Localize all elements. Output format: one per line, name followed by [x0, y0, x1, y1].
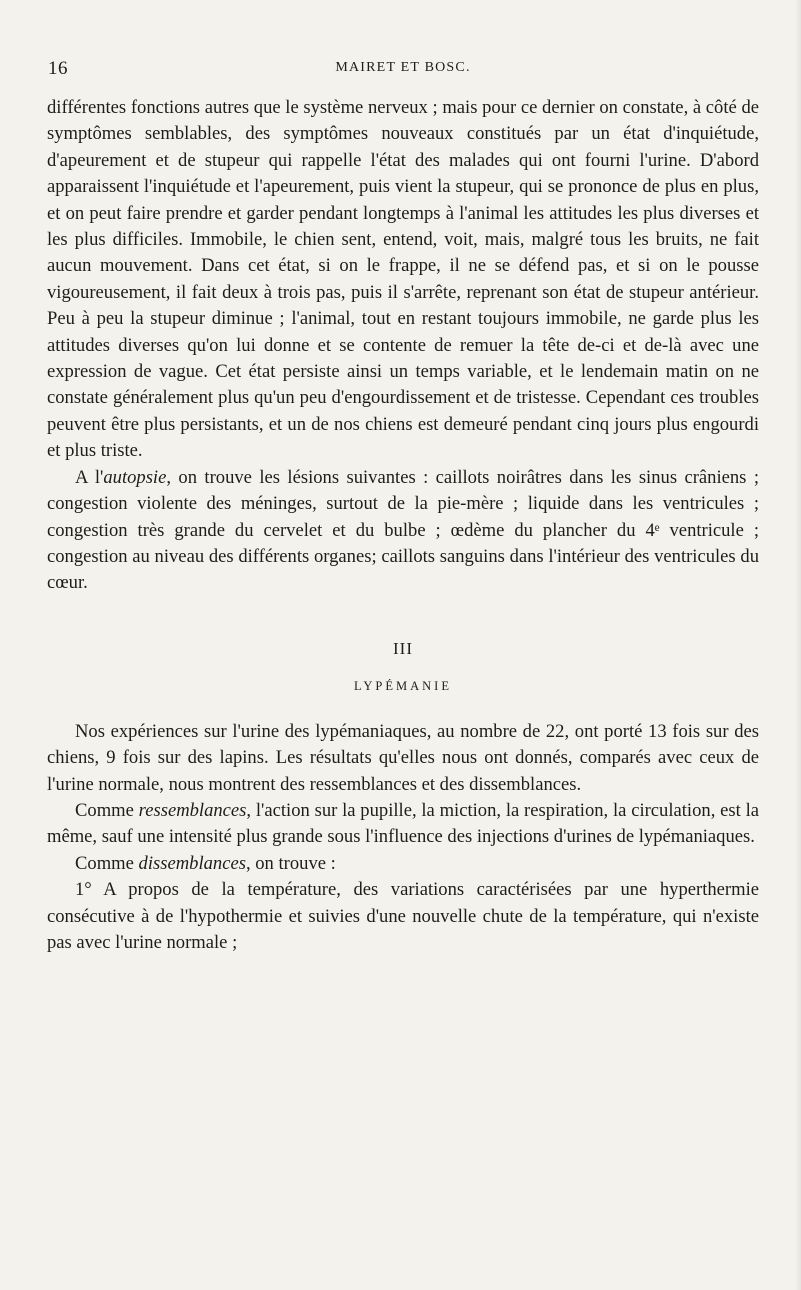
paragraph-stupor-description: différentes fonctions autres que le système nerveux ; mais pour ce dernier on constate, à côté de symptômes semblables, des symptômes nouveaux constitués par un état d'inquiétude, d'apeurement et de stupeur qui rappelle l'état des malades qui ont fourni l'urine. D'abord apparaissent l'inquiétude et l'apeurement, puis vient la stupeur, qui se prononce de plus en plus, et on peut faire prendre et garder pendant longtemps à l'animal les attitudes les plus diverses et les plus difficiles. Immobile, le chien sent, entend, voit, mais, malgré tous les bruits, ne fait aucun mouvement. Dans cet état, si on le frappe, il ne se défend pas, et si on le pousse vigoureusement, il fait deux à trois pas, puis il s'arrête, reprenant son état de stupeur antérieur. Peu à peu la stupeur diminue ; l'animal, tout en restant toujours immobile, ne garde plus les attitudes diverses qu'on lui donne et se contente de remuer la tête de-ci et de-là avec une expression de vague. Cet état persiste ainsi un temps variable, et le lendemain matin on ne constate généralement plus qu'un peu d'engourdissement et de tristesse. Cependant ces troubles peuvent être plus persistants, et un de nos chiens est demeuré pendant cinq jours plus engourdi et plus triste.	[47, 97, 759, 462]
list-item-temperature	[47, 877, 759, 956]
section-title: LYPÉMANIE	[354, 678, 452, 693]
paragraph-resemblances-rest: , l'action sur la pupille, la miction, la respiration, la circulation, est la même, sauf une intensité plus grande sous l'influence des injections d'urines de lypémaniaques.	[47, 799, 759, 848]
paragraph-autopsy-prefix: A l'	[75, 466, 104, 488]
section-numeral: III	[393, 638, 413, 658]
paragraph-autopsy	[47, 465, 759, 597]
page-header	[48, 58, 758, 82]
paragraph-autopsy-rest: , on trouve les lésions suivantes : caillots noirâtres dans les sinus crâniens ; congestion violente des méninges, surtout de la pie-mère ; liquide dans les ventricules ; congestion très grande du cervelet et du bulbe ; œdème du plancher du 4ᵉ ventricule ; congestion au niveau des différents organes; caillots sanguins dans l'intérieur des ventricules du cœur.	[47, 466, 759, 594]
body-text	[47, 95, 759, 956]
paragraph-dissemblances-prefix: Comme	[75, 852, 139, 874]
paragraph-experiments: Nos expériences sur l'urine des lypémaniaques, au nombre de 22, ont porté 13 fois sur des chiens, 9 fois sur des lapins. Les résultats qu'elles nous ont donnés, comparés avec ceux de l'urine normale, nous montrent des ressemblances et des dissemblances.	[47, 720, 759, 795]
paragraph-resemblances	[47, 798, 759, 851]
italic-ressemblances: ressemblances	[138, 799, 247, 821]
italic-autopsie: autopsie	[103, 466, 167, 488]
paragraph-dissemblances-rest: , on trouve :	[245, 852, 336, 874]
list-item-ordinal: 1°	[75, 879, 92, 901]
list-item-text: A propos de la température, des variations caractérisées par une hyperthermie consécutive à de l'hypothermie et suivies d'une nouvelle chute de la température, qui n'existe pas avec l'urine normale ;	[47, 879, 759, 953]
italic-dissemblances: dissemblances	[138, 852, 246, 874]
page-number: 16	[48, 58, 68, 79]
page-edge-shadow	[795, 0, 801, 1290]
paragraph-dissemblances	[47, 851, 759, 877]
paragraph-resemblances-prefix: Comme	[75, 799, 139, 821]
running-head: MAIRET ET BOSC.	[335, 60, 471, 75]
